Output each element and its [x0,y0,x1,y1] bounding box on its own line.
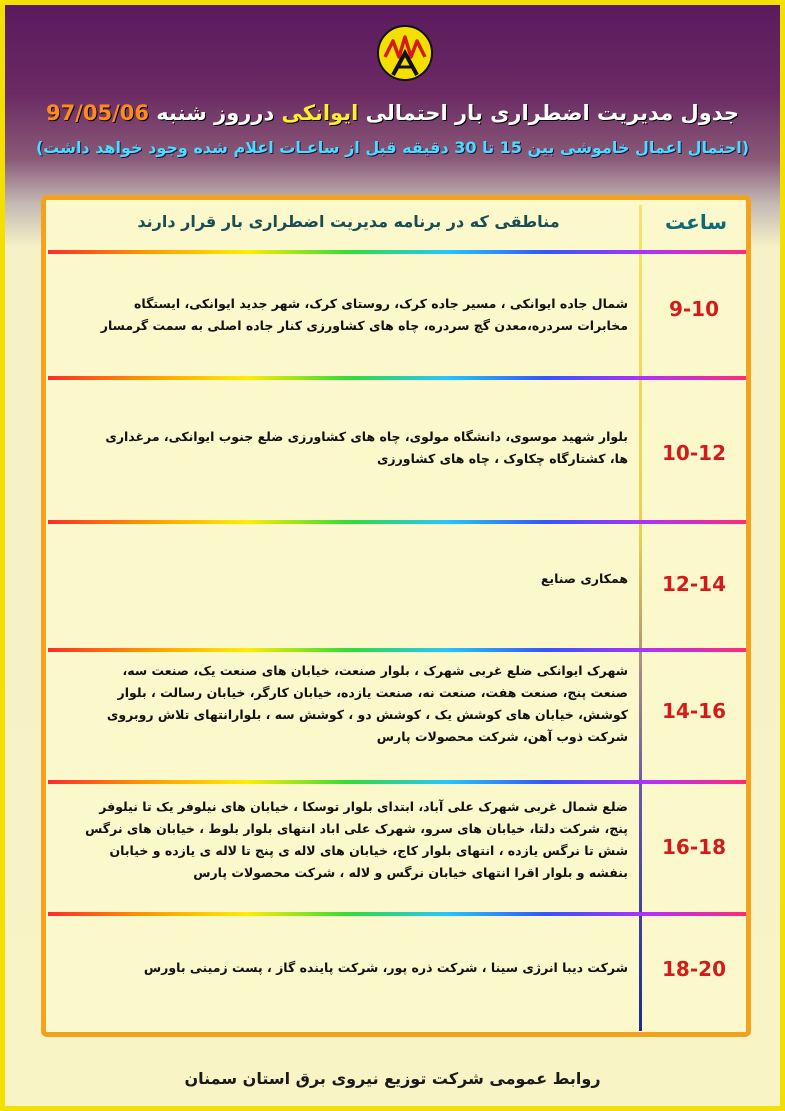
table-row [46,785,746,910]
row-areas: شمال جاده ایوانکی ، مسیر جاده کرک، روستای کرک، شهر جدید ایوانکی، ایستگاه مخابرات سردره،معدن گچ سردره، چاه های کشاورزی کنار جاده اصلی به سمت گرمسار [100,296,628,333]
page-title [5,101,780,125]
header-time: ساعت [664,210,727,234]
title-middle: درروز شنبه [156,101,275,125]
row-time: 16-18 [662,835,726,859]
title-prefix: جدول مدیریت اضطراری بار احتمالی [365,101,740,125]
table-row [46,653,746,778]
title-date: 97/05/06 [45,101,149,125]
rainbow-divider [48,520,746,524]
row-areas: شرکت دیبا انرژی سینا ، شرکت ذره پور، شرکت پاینده گاز ، پست زمینی باورس [143,960,628,975]
table-header [46,200,746,248]
row-time: 12-14 [662,572,726,596]
row-areas: همکاری صنایع [540,571,628,586]
row-time: 9-10 [668,297,720,321]
footer-credit: روابط عمومی شرکت توزیع نیروی برق استان سمنان [184,1069,601,1088]
rainbow-divider [48,912,746,916]
table-row [46,917,746,1027]
page-subtitle: (احتمال اعمال خاموشی بین 15 تا 30 دقیقه قبل از ساعـات اعلام شده وجود خواهد داشت) [35,138,750,157]
table-row [46,255,746,375]
rainbow-divider [48,648,746,652]
row-time: 18-20 [662,957,726,981]
header-areas: مناطقی که در برنامه مدیریت اضطراری بار قرار دارند [137,212,560,231]
tavanir-logo [375,23,435,83]
table-row [46,525,746,645]
rainbow-divider [48,780,746,784]
row-time: 14-16 [662,699,726,723]
schedule-table [41,195,751,1037]
rainbow-divider [48,376,746,380]
row-areas: شهرک ایوانکی ضلع غربی شهرک ، بلوار صنعت، خیابان های صنعت یک، صنعت سه، صنعت پنج، صنعت هفت، صنعت نه، صنعت یازده، خیابان کارگر، خیابان رسالت ، بلوار کوشش، خیابان های کوشش یک ، کوشش دو ، کوشش سه ، بلوارانتهای تلاش روبروی شرکت ذوب آهن، شرکت محصولات پارس [106,663,628,744]
title-city: ایوانکی [281,101,359,125]
table-row [46,381,746,521]
row-areas: ضلع شمال غربی شهرک علی آباد، ابتدای بلوار توسکا ، خیابان های نیلوفر یک تا نیلوفر پنج، شرکت دلتا، خیابان های سرو، شهرک علی اباد انتهای بلوار بلوط ، خیابان های نرگس شش تا نرگس یازده ، انتهای بلوار کاج، خیابان های لاله ی پنج تا لاله ی یازده و خیابان بنفشه و بلوار اقرا انتهای خیابان نرگس و لاله ، شرکت محصولات پارس [85,799,628,880]
row-time: 10-12 [662,441,726,465]
rainbow-divider [48,250,746,254]
row-areas: بلوار شهید موسوی، دانشگاه مولوی، چاه های کشاورزی ضلع جنوب ایوانکی، مرغداری ها، کشتارگاه چکاوک ، چاه های کشاورزی [105,429,628,466]
